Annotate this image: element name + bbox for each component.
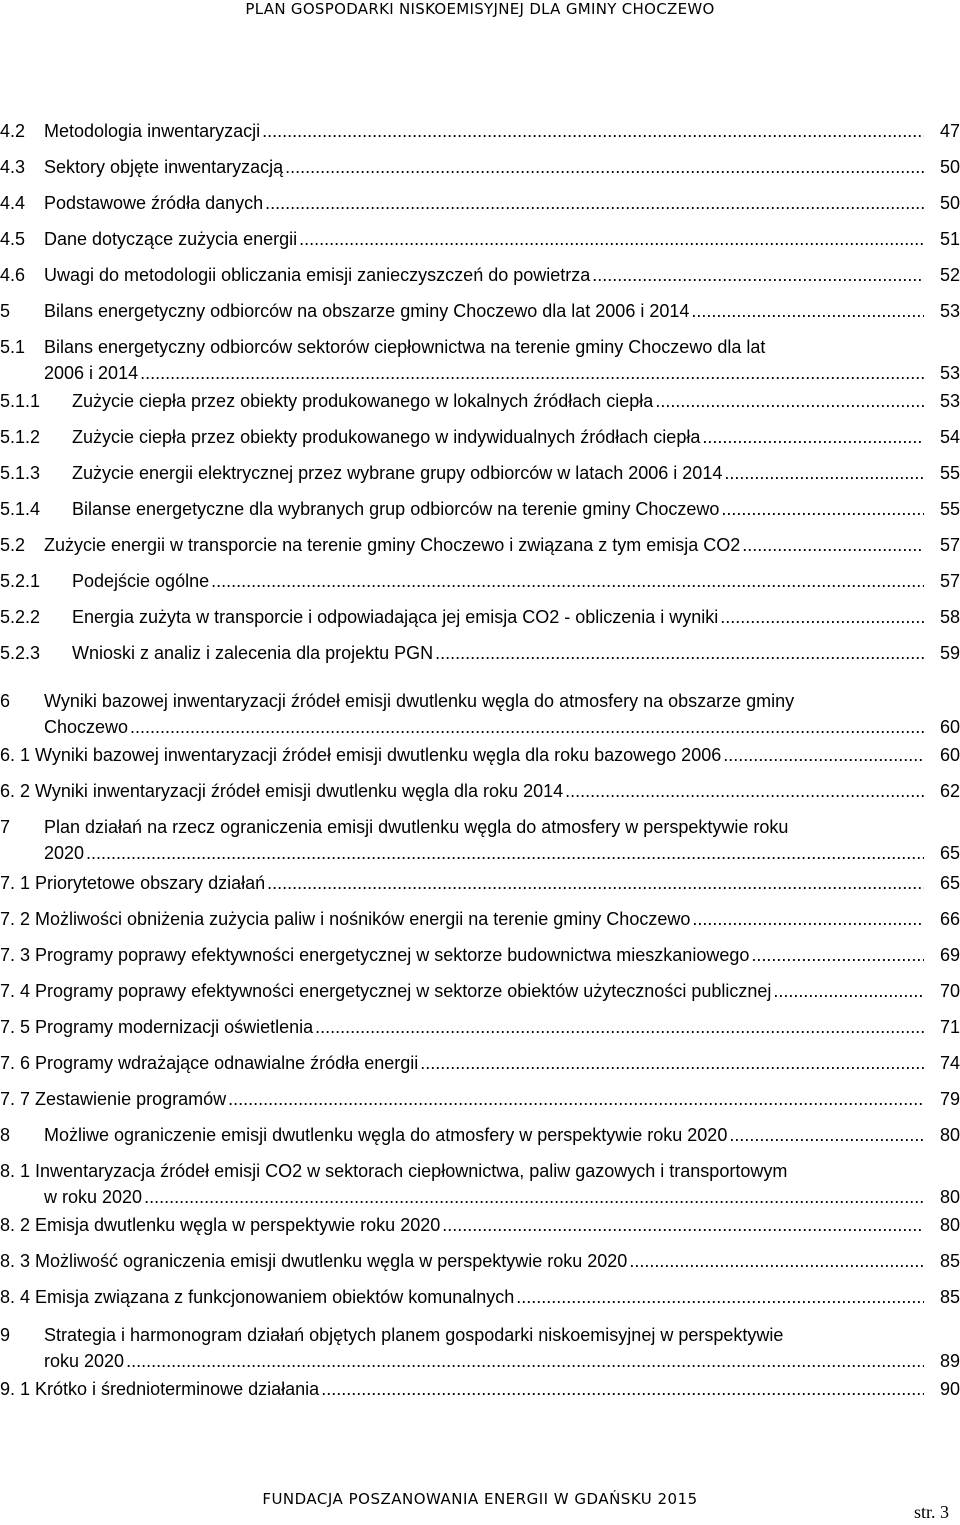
toc-dot-leader bbox=[729, 1122, 924, 1148]
toc-entry-page: 85 bbox=[939, 1251, 960, 1271]
toc-entry-title: Energia zużyta w transporcie i odpowiadająca jej emisja CO2 - obliczenia i wyniki bbox=[72, 607, 719, 627]
toc-dot-leader bbox=[299, 226, 924, 252]
toc-entry-page: 55 bbox=[939, 499, 960, 519]
toc-entry-title: Wnioski z analiz i zalecenia dla projektu PGN bbox=[72, 643, 434, 663]
toc-entry-page: 71 bbox=[939, 1017, 960, 1037]
toc-entry-page: 55 bbox=[939, 463, 960, 483]
toc-entry[interactable] bbox=[0, 1376, 960, 1402]
toc-entry-number: 4.2 bbox=[0, 121, 26, 141]
toc-entry[interactable] bbox=[0, 688, 960, 740]
toc-entry[interactable] bbox=[0, 568, 960, 594]
toc-entry-number: 8. 3 bbox=[0, 1251, 31, 1271]
toc-entry-page: 79 bbox=[939, 1089, 960, 1109]
toc-entry[interactable] bbox=[0, 742, 960, 768]
toc-entry[interactable] bbox=[0, 298, 960, 324]
toc-dot-leader bbox=[742, 532, 924, 558]
toc-entry-title: Wyniki bazowej inwentaryzacji źródeł emisji dwutlenku węgla dla roku bazowego 2006 bbox=[35, 745, 722, 765]
toc-dot-leader bbox=[702, 424, 924, 450]
toc-entry[interactable] bbox=[0, 1284, 960, 1310]
toc-entry[interactable] bbox=[0, 262, 960, 288]
toc-entry-page: 80 bbox=[939, 1125, 960, 1145]
toc-entry-page: 70 bbox=[939, 981, 960, 1001]
toc-entry-page: 58 bbox=[939, 607, 960, 627]
toc-entry-number: 7. 5 bbox=[0, 1017, 31, 1037]
toc-entry-number: 7. 1 bbox=[0, 873, 31, 893]
toc-dot-leader bbox=[315, 1014, 924, 1040]
toc-entry-page: 53 bbox=[939, 363, 960, 383]
toc-entry-number: 7. 7 bbox=[0, 1089, 31, 1109]
toc-dot-leader bbox=[140, 360, 924, 386]
toc-entry[interactable] bbox=[0, 496, 960, 522]
toc-entry-title: Plan działań na rzecz ograniczenia emisji dwutlenku węgla do atmosfery w perspektywie roku bbox=[44, 817, 789, 837]
toc-entry-page: 59 bbox=[939, 643, 960, 663]
toc-entry-title: Zużycie ciepła przez obiekty produkowanego w indywidualnych źródłach ciepła bbox=[72, 427, 701, 447]
toc-entry-page: 65 bbox=[939, 873, 960, 893]
toc-dot-leader bbox=[516, 1284, 924, 1310]
toc-entry-title: Metodologia inwentaryzacji bbox=[44, 121, 261, 141]
toc-entry-number: 9 bbox=[0, 1325, 11, 1345]
toc-entry[interactable] bbox=[0, 424, 960, 450]
toc-entry-number: 8. 2 bbox=[0, 1215, 31, 1235]
toc-dot-leader bbox=[751, 942, 924, 968]
toc-entry-number: 5.2.3 bbox=[0, 643, 41, 663]
toc-entry-title: Programy wdrażające odnawialne źródła energii bbox=[35, 1053, 419, 1073]
toc-entry-number: 5.2.2 bbox=[0, 607, 41, 627]
toc-entry-number: 4.5 bbox=[0, 229, 26, 249]
toc-dot-leader bbox=[435, 640, 924, 666]
toc-dot-leader bbox=[267, 870, 924, 896]
toc-entry[interactable] bbox=[0, 532, 960, 558]
toc-entry-number: 5.1.2 bbox=[0, 427, 41, 447]
toc-entry-title: 2020 bbox=[44, 843, 85, 863]
toc-entry-number: 8. 1 bbox=[0, 1161, 31, 1181]
toc-entry-page: 60 bbox=[939, 745, 960, 765]
toc-entry-number: 7. 2 bbox=[0, 909, 31, 929]
toc-entry-number: 5.1 bbox=[0, 337, 26, 357]
toc-dot-leader bbox=[130, 714, 924, 740]
toc-entry[interactable] bbox=[0, 604, 960, 630]
toc-entry-title: Możliwość ograniczenia emisji dwutlenku węgla w perspektywie roku 2020 bbox=[35, 1251, 628, 1271]
toc-dot-leader bbox=[86, 840, 924, 866]
toc-entry-page: 50 bbox=[939, 193, 960, 213]
toc-dot-leader bbox=[720, 604, 924, 630]
toc-entry-title: w roku 2020 bbox=[44, 1187, 143, 1207]
toc-entry-number: 6 bbox=[0, 691, 11, 711]
toc-dot-leader bbox=[724, 460, 924, 486]
toc-entry-number: 7. 4 bbox=[0, 981, 31, 1001]
toc-entry-number: 8. 4 bbox=[0, 1287, 31, 1307]
toc-entry-page: 62 bbox=[939, 781, 960, 801]
toc-entry[interactable] bbox=[0, 942, 960, 968]
toc-entry[interactable] bbox=[0, 334, 960, 386]
toc-entry-title: Dane dotyczące zużycia energii bbox=[44, 229, 298, 249]
toc-entry-title: Bilans energetyczny odbiorców sektorów ciepłownictwa na terenie gminy Choczewo dla lat bbox=[44, 337, 766, 357]
toc-entry-page: 53 bbox=[939, 391, 960, 411]
toc-entry-number: 5 bbox=[0, 301, 11, 321]
toc-dot-leader bbox=[144, 1184, 924, 1210]
toc-entry-page: 51 bbox=[939, 229, 960, 249]
toc-dot-leader bbox=[691, 298, 924, 324]
toc-entry-title: Zestawienie programów bbox=[35, 1089, 227, 1109]
toc-dot-leader bbox=[721, 496, 924, 522]
toc-entry[interactable] bbox=[0, 814, 960, 866]
toc-dot-leader bbox=[285, 154, 924, 180]
toc-entry-number: 7 bbox=[0, 817, 11, 837]
toc-dot-leader bbox=[655, 388, 924, 414]
toc-entry[interactable] bbox=[0, 1212, 960, 1238]
toc-entry-number: 4.4 bbox=[0, 193, 26, 213]
toc-entry-title: Zużycie ciepła przez obiekty produkowanego w lokalnych źródłach ciepła bbox=[72, 391, 654, 411]
toc-dot-leader bbox=[420, 1050, 924, 1076]
toc-entry-page: 74 bbox=[939, 1053, 960, 1073]
toc-dot-leader bbox=[321, 1376, 924, 1402]
page-number: str. 3 bbox=[914, 1502, 950, 1522]
toc-dot-leader bbox=[211, 568, 924, 594]
toc-entry-page: 80 bbox=[939, 1187, 960, 1207]
toc-entry-page: 80 bbox=[939, 1215, 960, 1235]
toc-entry-number: 9. 1 bbox=[0, 1379, 31, 1399]
toc-entry[interactable] bbox=[0, 226, 960, 252]
toc-entry-page: 57 bbox=[939, 535, 960, 555]
toc-entry-title: Możliwe ograniczenie emisji dwutlenku węgla do atmosfery w perspektywie roku 2020 bbox=[44, 1125, 728, 1145]
running-header: PLAN GOSPODARKI NISKOEMISYJNEJ DLA GMINY CHOCZEWO bbox=[245, 0, 715, 18]
toc-entry-title: Bilanse energetyczne dla wybranych grup odbiorców na terenie gminy Choczewo bbox=[72, 499, 720, 519]
toc-entry-number: 5.2.1 bbox=[0, 571, 41, 591]
toc-entry[interactable] bbox=[0, 118, 960, 144]
toc-dot-leader bbox=[126, 1348, 924, 1374]
toc-entry-title: Podstawowe źródła danych bbox=[44, 193, 264, 213]
toc-entry-number: 7. 3 bbox=[0, 945, 31, 965]
toc-entry[interactable] bbox=[0, 1322, 960, 1374]
toc-entry-title: Programy modernizacji oświetlenia bbox=[35, 1017, 314, 1037]
toc-entry-title: Wyniki bazowej inwentaryzacji źródeł emisji dwutlenku węgla do atmosfery na obszarze gminy bbox=[44, 691, 795, 711]
toc-entry-page: 57 bbox=[939, 571, 960, 591]
toc-entry-title: Emisja związana z funkcjonowaniem obiektów komunalnych bbox=[35, 1287, 515, 1307]
toc-entry[interactable] bbox=[0, 1122, 960, 1148]
toc-entry-title: Podejście ogólne bbox=[72, 571, 210, 591]
toc-dot-leader bbox=[262, 118, 924, 144]
toc-entry-title: Zużycie energii elektrycznej przez wybrane grupy odbiorców w latach 2006 i 2014 bbox=[72, 463, 723, 483]
toc-entry[interactable] bbox=[0, 778, 960, 804]
toc-entry-number: 5.1.3 bbox=[0, 463, 41, 483]
toc-entry-number: 8 bbox=[0, 1125, 11, 1145]
running-footer: FUNDACJA POSZANOWANIA ENERGII W GDAŃSKU 2015 bbox=[262, 1490, 698, 1508]
toc-entry[interactable] bbox=[0, 978, 960, 1004]
toc-dot-leader bbox=[629, 1248, 924, 1274]
toc-dot-leader bbox=[723, 742, 924, 768]
toc-entry-title: Sektory objęte inwentaryzacją bbox=[44, 157, 284, 177]
toc-dot-leader bbox=[592, 262, 924, 288]
toc-dot-leader bbox=[692, 906, 924, 932]
toc-entry-page: 89 bbox=[939, 1351, 960, 1371]
toc-entry[interactable] bbox=[0, 1248, 960, 1274]
toc-entry[interactable] bbox=[0, 388, 960, 414]
toc-entry-number: 5.1.1 bbox=[0, 391, 41, 411]
toc-entry-number: 6. 2 bbox=[0, 781, 31, 801]
toc-entry[interactable] bbox=[0, 1158, 960, 1210]
toc-entry-page: 52 bbox=[939, 265, 960, 285]
toc-dot-leader bbox=[565, 778, 924, 804]
toc-entry[interactable] bbox=[0, 154, 960, 180]
toc-entry-page: 54 bbox=[939, 427, 960, 447]
toc-entry-title: Bilans energetyczny odbiorców na obszarze gminy Choczewo dla lat 2006 i 2014 bbox=[44, 301, 690, 321]
toc-entry-title: Programy poprawy efektywności energetycznej w sektorze obiektów użyteczności publicznej bbox=[35, 981, 772, 1001]
toc-entry-title: Strategia i harmonogram działań objętych planem gospodarki niskoemisyjnej w perspektywie bbox=[44, 1325, 784, 1345]
toc-entry-page: 60 bbox=[939, 717, 960, 737]
toc-entry[interactable] bbox=[0, 460, 960, 486]
toc-entry-title: Uwagi do metodologii obliczania emisji zanieczyszczeń do powietrza bbox=[44, 265, 591, 285]
toc-entry[interactable] bbox=[0, 1086, 960, 1112]
toc-entry-page: 66 bbox=[939, 909, 960, 929]
toc-entry[interactable] bbox=[0, 640, 960, 666]
toc-entry-number: 4.3 bbox=[0, 157, 26, 177]
toc-dot-leader bbox=[265, 190, 924, 216]
toc-entry-title: Priorytetowe obszary działań bbox=[35, 873, 266, 893]
toc-entry-page: 50 bbox=[939, 157, 960, 177]
toc-entry-title: Wyniki inwentaryzacji źródeł emisji dwutlenku węgla dla roku 2014 bbox=[35, 781, 564, 801]
toc-entry[interactable] bbox=[0, 1050, 960, 1076]
toc-entry-title: Emisja dwutlenku węgla w perspektywie roku 2020 bbox=[35, 1215, 441, 1235]
toc-entry-title: Krótko i średnioterminowe działania bbox=[35, 1379, 320, 1399]
toc-entry-title: Programy poprawy efektywności energetycznej w sektorze budownictwa mieszkaniowego bbox=[35, 945, 750, 965]
toc-entry-page: 65 bbox=[939, 843, 960, 863]
toc-entry-number: 5.1.4 bbox=[0, 499, 41, 519]
toc-entry-number: 7. 6 bbox=[0, 1053, 31, 1073]
toc-entry-page: 90 bbox=[939, 1379, 960, 1399]
toc-entry-title: Możliwości obniżenia zużycia paliw i nośników energii na terenie gminy Choczewo bbox=[35, 909, 691, 929]
toc-entry-page: 69 bbox=[939, 945, 960, 965]
toc-entry[interactable] bbox=[0, 870, 960, 896]
toc-entry-number: 6. 1 bbox=[0, 745, 31, 765]
toc-dot-leader bbox=[773, 978, 924, 1004]
toc-entry-title: Inwentaryzacja źródeł emisji CO2 w sektorach ciepłownictwa, paliw gazowych i transportowym bbox=[35, 1161, 788, 1181]
toc-entry-title: Zużycie energii w transporcie na terenie gminy Choczewo i związana z tym emisja CO2 bbox=[44, 535, 741, 555]
toc-dot-leader bbox=[442, 1212, 924, 1238]
toc-entry[interactable] bbox=[0, 906, 960, 932]
toc-entry[interactable] bbox=[0, 1014, 960, 1040]
toc-entry-number: 4.6 bbox=[0, 265, 26, 285]
toc-entry-number: 5.2 bbox=[0, 535, 26, 555]
toc-entry-title: roku 2020 bbox=[44, 1351, 125, 1371]
toc-entry-page: 47 bbox=[939, 121, 960, 141]
toc-entry-page: 53 bbox=[939, 301, 960, 321]
toc-entry-page: 85 bbox=[939, 1287, 960, 1307]
toc-entry-title: Choczewo bbox=[44, 717, 129, 737]
toc-entry[interactable] bbox=[0, 190, 960, 216]
toc-dot-leader bbox=[228, 1086, 924, 1112]
toc-entry-title: 2006 i 2014 bbox=[44, 363, 139, 383]
